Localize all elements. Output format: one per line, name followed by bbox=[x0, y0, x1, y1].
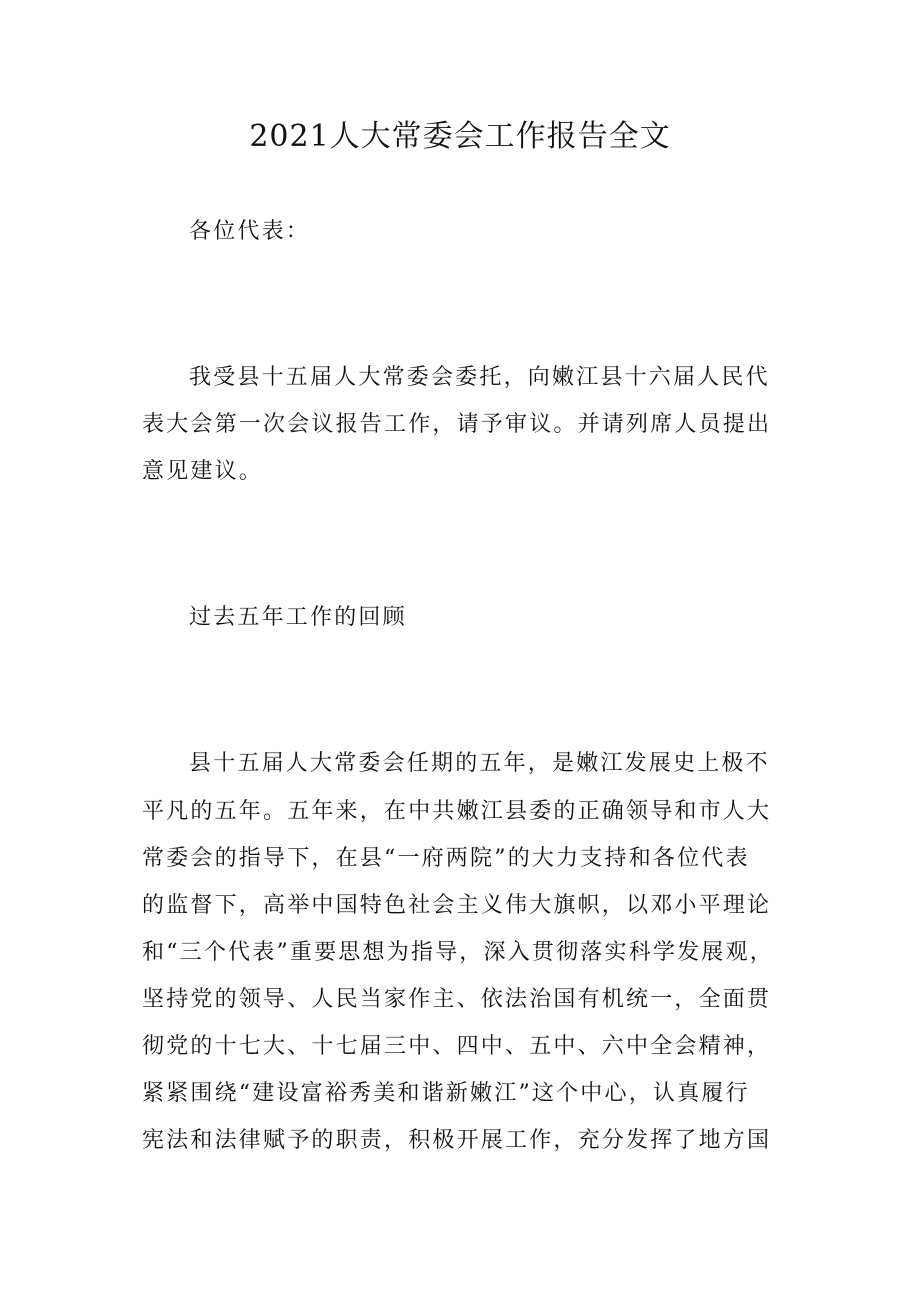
paragraph-1-line: 我受县十五届人大常委会委托，向嫩江县十六届人民代 bbox=[189, 365, 770, 390]
salutation: 各位代表： bbox=[189, 219, 311, 244]
paragraph-2-line: 坚持党的领导、人民当家作主、依法治国有机统一，全面贯 bbox=[142, 987, 772, 1012]
paragraph-2-line: 和“三个代表”重要思想为指导，深入贯彻落实科学发展观， bbox=[142, 940, 774, 965]
paragraph-2-line: 宪法和法律赋予的职责，积极开展工作，充分发挥了地方国 bbox=[142, 1128, 772, 1153]
paragraph-2-line: 平凡的五年。五年来，在中共嫩江县委的正确领导和市人大 bbox=[142, 799, 772, 824]
paragraph-2-line: 县十五届人大常委会任期的五年，是嫩江发展史上极不 bbox=[189, 751, 770, 776]
paragraph-2-line: 彻党的十七大、十七届三中、四中、五中、六中全会精神， bbox=[142, 1034, 772, 1059]
paragraph-1-line: 意见建议。 bbox=[142, 459, 264, 484]
paragraph-2-line: 常委会的指导下，在县“一府两院”的大力支持和各位代表 bbox=[142, 846, 750, 871]
paragraph-1-line: 表大会第一次会议报告工作，请予审议。并请列席人员提出 bbox=[142, 412, 772, 437]
paragraph-2-line: 紧紧围绕“建设富裕秀美和谐新嫩江”这个中心，认真履行 bbox=[142, 1081, 750, 1106]
section-heading: 过去五年工作的回顾 bbox=[189, 605, 407, 630]
document-title: 2021人大常委会工作报告全文 bbox=[249, 119, 671, 154]
paragraph-2-line: 的监督下，高举中国特色社会主义伟大旗帜，以邓小平理论 bbox=[142, 893, 772, 918]
